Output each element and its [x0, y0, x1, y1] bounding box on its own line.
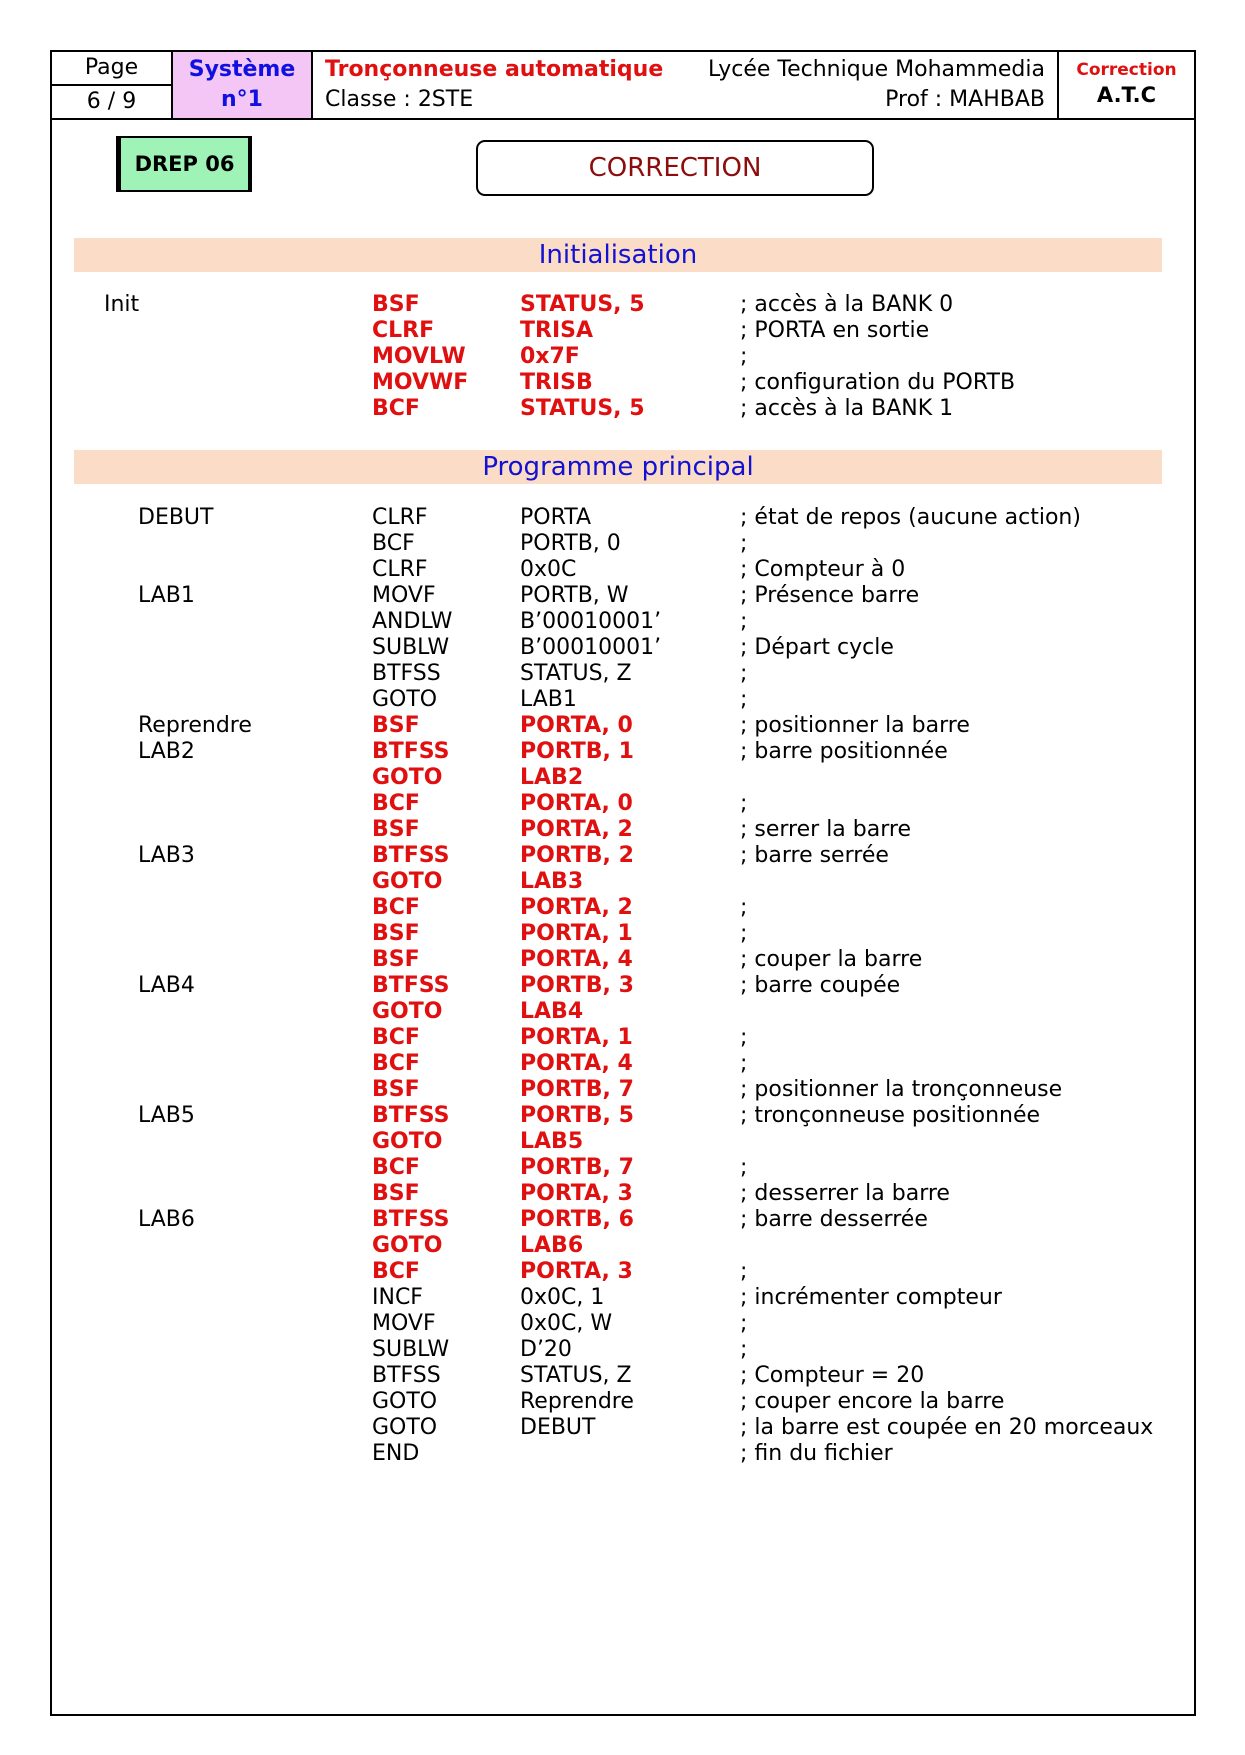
code-operand: LAB2: [520, 765, 584, 790]
code-instruction: SUBLW: [372, 1337, 450, 1362]
code-comment: ;: [740, 609, 748, 634]
code-operand: STATUS, 5: [520, 292, 645, 317]
code-comment: ; accès à la BANK 0: [740, 292, 954, 317]
code-operand: PORTB, 0: [520, 531, 621, 556]
correction-label: Correction: [1076, 60, 1177, 80]
code-comment: ; la barre est coupée en 20 morceaux: [740, 1415, 1154, 1440]
code-line: [52, 555, 1152, 584]
code-label: LAB1: [138, 583, 195, 608]
code-operand: PORTB, 1: [520, 739, 634, 764]
code-instruction: GOTO: [372, 1233, 443, 1258]
code-comment: ; configuration du PORTB: [740, 370, 1016, 395]
code-instruction: GOTO: [372, 999, 443, 1024]
code-operand: PORTA, 2: [520, 817, 633, 842]
code-line: [52, 1075, 1152, 1104]
code-comment: ;: [740, 1259, 748, 1284]
correction-code: A.T.C: [1096, 83, 1157, 107]
code-comment: ; barre desserrée: [740, 1207, 928, 1232]
correction-cell: [1059, 52, 1194, 118]
code-operand: 0x7F: [520, 344, 580, 369]
code-instruction: BSF: [372, 817, 420, 842]
code-line: [52, 1231, 1152, 1260]
code-line: [52, 867, 1152, 896]
section-init-title: Initialisation: [74, 238, 1162, 272]
code-instruction: BCF: [372, 1155, 420, 1180]
code-comment: ;: [740, 687, 748, 712]
code-operand: STATUS, 5: [520, 396, 645, 421]
code-comment: ; positionner la tronçonneuse: [740, 1077, 1063, 1102]
code-comment: ; accès à la BANK 1: [740, 396, 954, 421]
code-instruction: BCF: [372, 1025, 420, 1050]
code-comment: ; desserrer la barre: [740, 1181, 950, 1206]
code-comment: ; serrer la barre: [740, 817, 911, 842]
code-instruction: BTFSS: [372, 1207, 450, 1232]
document-title: Tronçonneuse automatique: [325, 57, 664, 82]
code-operand: B’00010001’: [520, 609, 662, 634]
code-line: [52, 1413, 1152, 1442]
code-line: [52, 893, 1152, 922]
code-operand: LAB6: [520, 1233, 584, 1258]
code-line: [52, 1101, 1152, 1130]
code-operand: PORTB, W: [520, 583, 629, 608]
code-operand: PORTB, 7: [520, 1155, 634, 1180]
code-instruction: GOTO: [372, 1415, 438, 1440]
code-instruction: BTFSS: [372, 739, 450, 764]
code-line: [52, 342, 1152, 371]
code-instruction: MOVF: [372, 583, 436, 608]
code-instruction: INCF: [372, 1285, 423, 1310]
code-line: [52, 1439, 1152, 1468]
code-instruction: GOTO: [372, 1129, 443, 1154]
code-instruction: SUBLW: [372, 635, 450, 660]
code-comment: ;: [740, 1337, 748, 1362]
code-label: LAB4: [138, 973, 195, 998]
code-line: [52, 1179, 1152, 1208]
code-line: [52, 763, 1152, 792]
code-comment: ;: [740, 531, 748, 556]
code-line: [52, 1023, 1152, 1052]
code-operand: PORTA, 4: [520, 947, 633, 972]
code-operand: TRISB: [520, 370, 593, 395]
code-line: [52, 503, 1152, 532]
correction-box: CORRECTION: [476, 140, 874, 196]
code-instruction: BCF: [372, 531, 415, 556]
code-instruction: BSF: [372, 713, 420, 738]
code-instruction: GOTO: [372, 687, 438, 712]
code-operand: PORTB, 3: [520, 973, 634, 998]
code-comment: ;: [740, 791, 748, 816]
code-line: [52, 607, 1152, 636]
page-number: 6 / 9: [86, 89, 137, 114]
code-operand: PORTA: [520, 505, 592, 530]
code-instruction: BCF: [372, 396, 420, 421]
code-line: [52, 945, 1152, 974]
code-instruction: BCF: [372, 791, 420, 816]
code-line: [52, 633, 1152, 662]
code-operand: PORTA, 1: [520, 921, 633, 946]
system-label: Système: [188, 57, 296, 82]
code-instruction: BTFSS: [372, 1103, 450, 1128]
code-instruction: BSF: [372, 1077, 420, 1102]
school-name: Lycée Technique Mohammedia: [707, 57, 1045, 82]
code-comment: ;: [740, 1025, 748, 1050]
code-operand: LAB3: [520, 869, 584, 894]
class-line: Classe : 2STE: [325, 87, 474, 112]
code-line: [52, 971, 1152, 1000]
code-line: [52, 316, 1152, 345]
system-number: n°1: [221, 87, 263, 112]
code-operand: PORTB, 2: [520, 843, 634, 868]
code-instruction: BCF: [372, 1051, 420, 1076]
code-instruction: BTFSS: [372, 843, 450, 868]
code-comment: ; état de repos (aucune action): [740, 505, 1081, 530]
code-comment: ; barre serrée: [740, 843, 889, 868]
page-label: Page: [52, 52, 171, 86]
drep-label: DREP 06: [116, 136, 252, 192]
code-label: Init: [104, 292, 140, 317]
code-operand: LAB5: [520, 1129, 584, 1154]
code-instruction: BSF: [372, 1181, 420, 1206]
code-label: DEBUT: [138, 505, 214, 530]
code-instruction: BSF: [372, 947, 420, 972]
code-operand: PORTA, 1: [520, 1025, 633, 1050]
code-line: [52, 685, 1152, 714]
code-line: [52, 1257, 1152, 1286]
code-comment: ; fin du fichier: [740, 1441, 893, 1466]
code-instruction: GOTO: [372, 1389, 438, 1414]
code-line: [52, 1361, 1152, 1390]
code-line: [52, 368, 1152, 397]
code-instruction: CLRF: [372, 505, 428, 530]
code-line: [52, 581, 1152, 610]
code-comment: ; Compteur à 0: [740, 557, 906, 582]
code-operand: PORTA, 3: [520, 1181, 633, 1206]
code-instruction: CLRF: [372, 557, 428, 582]
code-operand: STATUS, Z: [520, 661, 632, 686]
code-operand: PORTB, 7: [520, 1077, 634, 1102]
code-line: [52, 711, 1152, 740]
code-comment: ;: [740, 895, 748, 920]
code-line: [52, 841, 1152, 870]
code-instruction: MOVWF: [372, 370, 469, 395]
code-line: [52, 1049, 1152, 1078]
code-operand: PORTA, 0: [520, 713, 633, 738]
code-comment: ; Compteur = 20: [740, 1363, 925, 1388]
code-line: [52, 1127, 1152, 1156]
code-line: [52, 789, 1152, 818]
page-frame: [50, 50, 1196, 1716]
code-comment: ;: [740, 1311, 748, 1336]
code-comment: ; barre coupée: [740, 973, 901, 998]
code-line: [52, 290, 1152, 319]
code-instruction: BSF: [372, 292, 420, 317]
code-line: [52, 815, 1152, 844]
code-label: Reprendre: [138, 713, 252, 738]
code-operand: B’00010001’: [520, 635, 662, 660]
code-operand: 0x0C, 1: [520, 1285, 605, 1310]
code-line: [52, 737, 1152, 766]
code-comment: ; couper la barre: [740, 947, 923, 972]
code-label: LAB2: [138, 739, 195, 764]
code-instruction: MOVF: [372, 1311, 436, 1336]
code-instruction: BSF: [372, 921, 420, 946]
code-operand: Reprendre: [520, 1389, 634, 1414]
code-comment: ; barre positionnée: [740, 739, 948, 764]
code-operand: PORTB, 6: [520, 1207, 634, 1232]
code-comment: ;: [740, 1155, 748, 1180]
code-operand: 0x0C: [520, 557, 577, 582]
page-cell: [52, 52, 173, 118]
prof-name: Prof : MAHBAB: [885, 87, 1045, 112]
code-operand: TRISA: [520, 318, 594, 343]
code-line: [52, 529, 1152, 558]
code-line: [52, 1205, 1152, 1234]
code-comment: ; Présence barre: [740, 583, 920, 608]
title-cell: [313, 52, 1059, 118]
code-label: LAB6: [138, 1207, 195, 1232]
code-label: LAB3: [138, 843, 195, 868]
code-operand: LAB4: [520, 999, 584, 1024]
code-line: [52, 1153, 1152, 1182]
code-operand: DEBUT: [520, 1415, 596, 1440]
code-line: [52, 1387, 1152, 1416]
code-operand: PORTA, 2: [520, 895, 633, 920]
code-instruction: CLRF: [372, 318, 435, 343]
code-operand: LAB1: [520, 687, 577, 712]
code-instruction: GOTO: [372, 869, 443, 894]
code-operand: PORTA, 0: [520, 791, 633, 816]
code-instruction: BTFSS: [372, 661, 441, 686]
code-line: [52, 394, 1152, 423]
code-instruction: BCF: [372, 1259, 420, 1284]
code-line: [52, 1335, 1152, 1364]
code-line: [52, 919, 1152, 948]
code-instruction: END: [372, 1441, 420, 1466]
code-comment: ; couper encore la barre: [740, 1389, 1005, 1414]
code-comment: ;: [740, 344, 748, 369]
code-instruction: BCF: [372, 895, 420, 920]
code-instruction: GOTO: [372, 765, 443, 790]
code-line: [52, 1309, 1152, 1338]
code-line: [52, 659, 1152, 688]
code-operand: STATUS, Z: [520, 1363, 632, 1388]
code-operand: PORTB, 5: [520, 1103, 634, 1128]
code-comment: ; Départ cycle: [740, 635, 894, 660]
code-comment: ;: [740, 661, 748, 686]
header-table: [52, 52, 1194, 120]
system-cell: [173, 52, 313, 118]
code-instruction: BTFSS: [372, 1363, 441, 1388]
code-line: [52, 997, 1152, 1026]
code-operand: 0x0C, W: [520, 1311, 613, 1336]
code-label: LAB5: [138, 1103, 195, 1128]
code-instruction: MOVLW: [372, 344, 466, 369]
code-instruction: ANDLW: [372, 609, 453, 634]
code-comment: ; tronçonneuse positionnée: [740, 1103, 1041, 1128]
section-main-title: Programme principal: [74, 450, 1162, 484]
code-operand: PORTA, 4: [520, 1051, 633, 1076]
code-comment: ; PORTA en sortie: [740, 318, 930, 343]
code-operand: D’20: [520, 1337, 572, 1362]
code-operand: PORTA, 3: [520, 1259, 633, 1284]
code-comment: ;: [740, 921, 748, 946]
code-comment: ; positionner la barre: [740, 713, 970, 738]
code-instruction: BTFSS: [372, 973, 450, 998]
code-comment: ;: [740, 1051, 748, 1076]
code-line: [52, 1283, 1152, 1312]
code-comment: ; incrémenter compteur: [740, 1285, 1002, 1310]
